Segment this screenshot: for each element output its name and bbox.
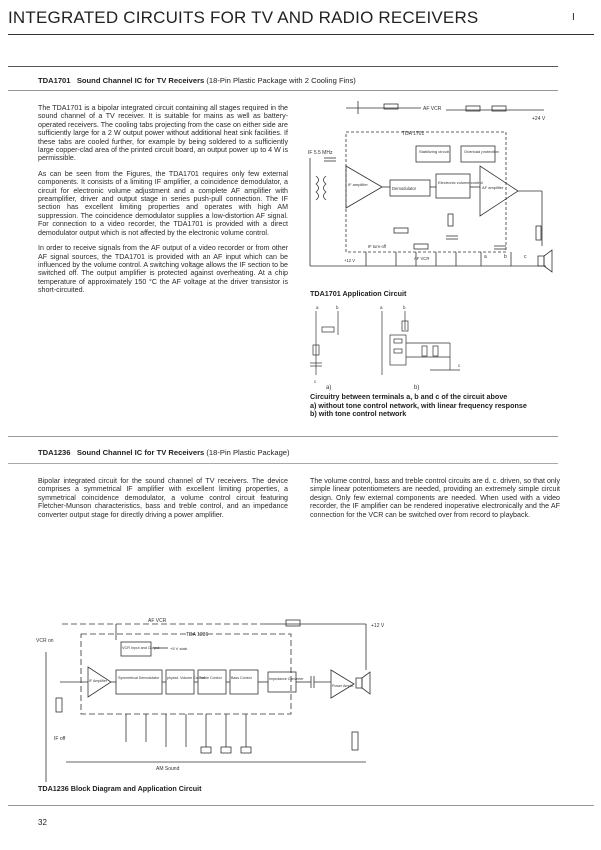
- label-stab: +5 V stab.: [170, 646, 189, 651]
- tone-b-terminal-a: a: [380, 305, 383, 310]
- section-code: TDA1701: [38, 76, 71, 85]
- label-vcr-on: VCR on: [36, 638, 54, 644]
- section-heading-tda1701: [38, 76, 356, 85]
- section-heading-text: Sound Channel IC for TV Receivers: [76, 76, 205, 85]
- label-af-vcr-2: AF VCR: [414, 256, 430, 261]
- tone-a-terminal-c: c: [314, 379, 317, 384]
- tone-control-circuits: [310, 305, 490, 391]
- label-supply: +24 V: [532, 116, 546, 122]
- block-if-amp: IF Amplifier: [89, 679, 107, 683]
- page-number: 32: [38, 818, 47, 827]
- sub-figure-caption: [310, 393, 560, 419]
- page-mark: I: [572, 12, 575, 23]
- section-rule: [8, 436, 558, 437]
- paragraph: The TDA1701 is a bipolar integrated circuit containing all stages required in the sound channel of a TV receiver. It is suitable for mains as well as battery-operated receivers. The cooling tabs projecting from the case on either side are sufficiently large for a 2 W output power without additional heat sink facilities. If these tabs are cooled further, for example by being soldered to a sufficiently large copper-clad area of the printed circuit board, an output power up to 4 W is permissible.: [38, 104, 288, 163]
- tda1236-text-left: [38, 477, 288, 526]
- section-heading-text: Sound Channel IC for TV Receivers: [76, 448, 205, 457]
- caption-line: Circuitry between terminals a, b and c of the circuit above: [310, 392, 508, 401]
- page-title: INTEGRATED CIRCUITS FOR TV AND RADIO RECEIVERS: [8, 8, 479, 27]
- title-rule: [8, 34, 594, 35]
- paragraph: Bipolar integrated circuit for the sound channel of TV receivers. The device comprises a symmetrical IF amplifier with excellent limiting properties, a symmetrical coincidence demodulator, a volume control circuit featuring Fletcher-Munson characteristics, bass and treble control, and an impedance converter output stage for directly driving a power amplifier.: [38, 477, 288, 519]
- label-supply: +12 V: [371, 623, 385, 629]
- footer-rule: [8, 805, 594, 806]
- panel-label-b: b): [414, 385, 420, 391]
- tda1701-text-column: [38, 104, 288, 302]
- terminal-b: b: [504, 254, 507, 260]
- section-code: TDA1236: [38, 448, 71, 457]
- tda1701-application-circuit: [306, 96, 556, 286]
- paragraph: As can be seen from the Figures, the TDA1701 requires only few external components. It consists of a limiting IF amplifier, a coincidence demodulator, a circuit for electronic volume adjustment and a complete AF amplifier with preamplifier, driver and output stage in series push-pull connection. The IF section has excellent limiting properties and operates with high AM suppression. The coincidence demodulator supplies a low-distortion AF signal. For connection to a video recorder, the TDA1701 is provided with a direct demodulator output which is not affected by the electronic volume control.: [38, 169, 288, 237]
- label-af-vcr: AF VCR: [423, 106, 442, 112]
- section-package: (18-Pin Plastic Package with 2 Cooling Fins): [206, 76, 356, 85]
- block-if-amp: IF amplifier: [348, 182, 368, 187]
- label-if-in: IF 5.5 MHz: [308, 150, 333, 156]
- block-stabilizing: Stabilizing circuit: [419, 149, 449, 154]
- block-overload: Overload protection: [464, 149, 499, 154]
- tone-a-terminal-b: b: [336, 305, 339, 310]
- section-rule: [8, 66, 558, 67]
- label-ic: TDA 1701: [402, 131, 425, 137]
- figure-caption-tda1701: TDA1701 Application Circuit: [310, 289, 407, 298]
- terminal-c: c: [524, 254, 527, 260]
- label-if-off: IF turn-off: [368, 244, 387, 249]
- block-demodulator: Demodulator: [392, 186, 416, 191]
- block-af-amp: AF amplifier: [482, 185, 504, 190]
- tone-b-terminal-b: b: [403, 305, 406, 310]
- label-ic: TDA 1236: [186, 632, 209, 638]
- block-bass: Bass Control: [231, 676, 252, 680]
- paragraph: In order to receive signals from the AF output of a video recorder or from other AF signal sources, the TDA1701 is provided with an AF input which can be influenced by the volume control. A switching voltage allows the IF section to be switched off. The output amplifier is protected against overheating. At a chip temperature of approximately 150 °C the AF voltage at the driver transistor is short-circuited.: [38, 244, 288, 295]
- caption-line: b) with tone control network: [310, 409, 407, 419]
- label-af-vcr: AF VCR: [148, 618, 167, 624]
- block-power-amp: Power Amplif.: [332, 684, 354, 688]
- paragraph: The volume control, bass and treble control circuits are d. c. driven, so that only simple linear potentiometers are needed, providing an extremely simple circuit design. Only few external components are needed. When used with a video recorder, the IF amplifier can be rendered inoperative electronically and the AF connection for the VCR can be switched over from record to playback.: [310, 477, 560, 519]
- block-impedance: Impedance Converter: [269, 677, 304, 681]
- section-package: (18-Pin Plastic Package): [206, 448, 290, 457]
- label-plus12: +12 V: [344, 258, 356, 263]
- label-am-sound: AM Sound: [156, 766, 180, 772]
- tone-a-terminal-a: a: [316, 305, 319, 310]
- figure-caption-tda1236: TDA1236 Block Diagram and Application Circuit: [38, 784, 202, 793]
- section-heading-tda1236: [38, 448, 290, 457]
- block-physio-volume: physiol. Volume Control: [167, 676, 205, 680]
- caption-line: a) without tone control network, with linear frequency response: [310, 400, 527, 410]
- tda1236-text-right: [310, 477, 560, 526]
- block-evc: Electronic volume control: [438, 180, 483, 185]
- block-treble: Treble Control: [199, 676, 222, 680]
- tda1236-block-diagram: [36, 612, 436, 782]
- panel-label-a: a): [326, 385, 332, 391]
- section-rule-thin: [8, 90, 558, 91]
- label-if-off: IF off: [54, 736, 66, 742]
- tone-b-terminal-c: c: [458, 363, 461, 368]
- section-rule-thin: [8, 463, 558, 464]
- terminal-a: a: [484, 254, 487, 260]
- block-sym-demod: Symmetrical Demodulator: [118, 676, 160, 680]
- block-vcr-io: VCR Input and Output: [122, 646, 160, 650]
